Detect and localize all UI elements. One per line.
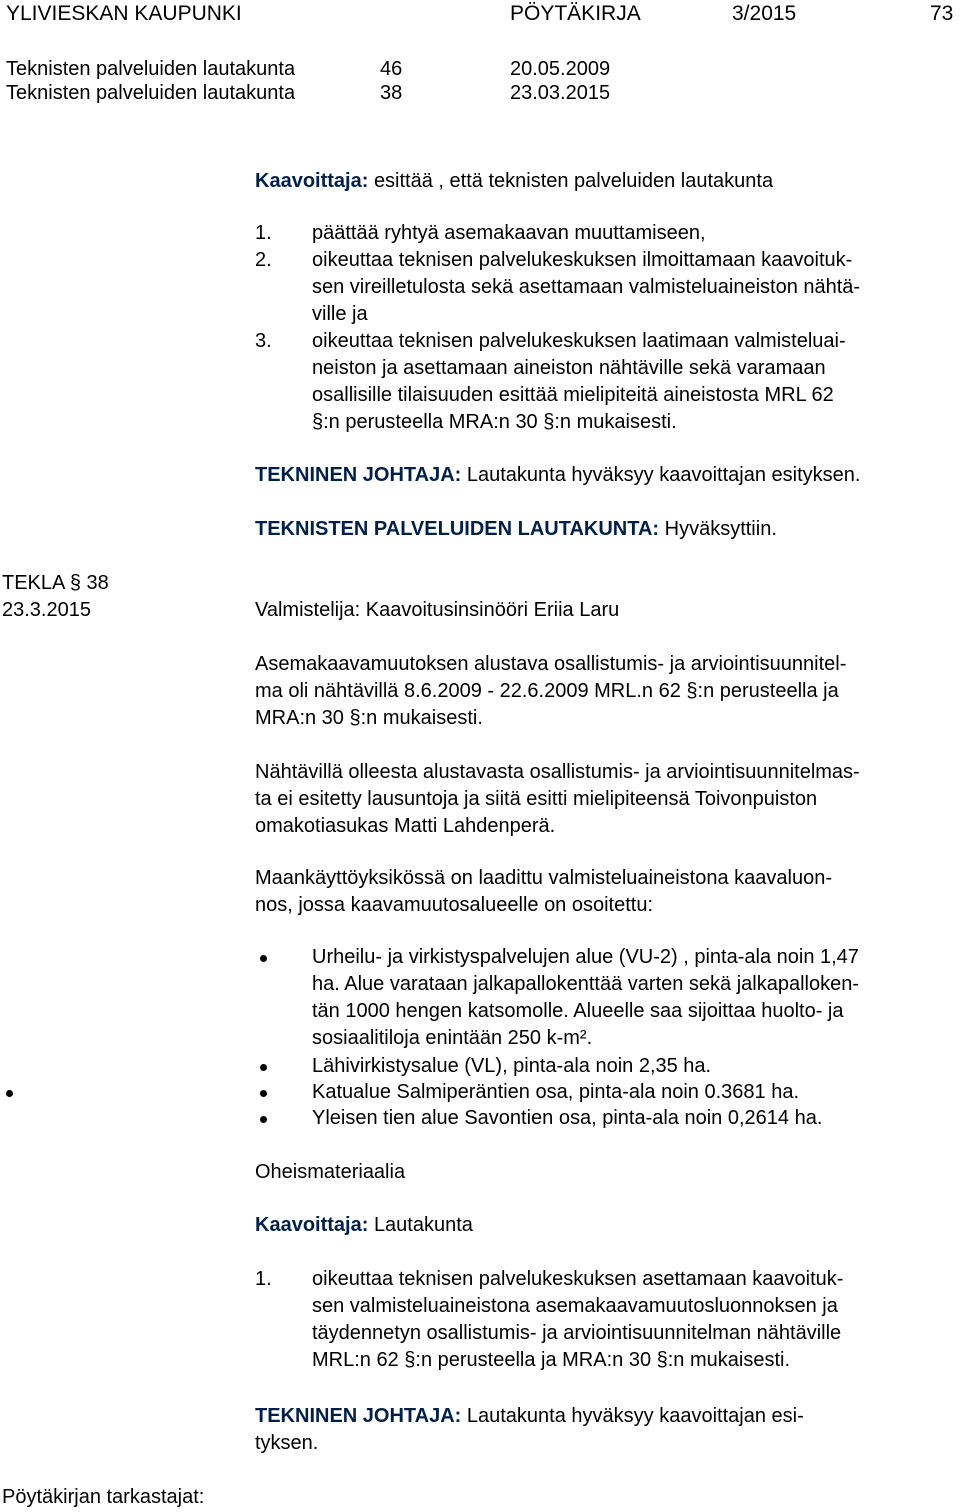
director-statement [255, 1405, 804, 1428]
bullet-icon [260, 955, 267, 962]
paragraph-line: MRA:n 30 §:n mukaisesti. [255, 707, 483, 729]
director-text: Lautakunta hyväksyy kaavoittajan esityksen. [466, 464, 861, 486]
paragraph-line: ta ei esitetty lausuntoja ja siitä esitti mielipiteensä Toivonpuiston [255, 788, 818, 810]
board-label: TEKNISTEN PALVELUIDEN LAUTAKUNTA: [255, 518, 660, 540]
ref-body: Teknisten palveluiden lautakunta [6, 58, 296, 80]
item-number: 1. [255, 222, 272, 244]
page-number: 73 [930, 2, 954, 25]
proposal-label: Kaavoittaja: [255, 1214, 369, 1236]
item-line: osallisille tilaisuuden esittää mielipiteitä aineistosta MRL 62 [312, 384, 834, 406]
item-line: neiston ja asettamaan aineiston nähtäville sekä varamaan [312, 357, 826, 379]
item-line: sen vireilletulosta sekä asettamaan valmisteluaineiston nähtä- [312, 276, 861, 298]
proposal-intro: Lautakunta [373, 1214, 473, 1236]
proposal-heading [255, 1214, 473, 1237]
bullet-line: Katualue Salmiperäntien osa, pinta-ala noin 0.3681 ha. [312, 1081, 800, 1103]
item-number: 1. [255, 1268, 272, 1290]
paragraph-line: ma oli nähtävillä 8.6.2009 - 22.6.2009 MRL.n 62 §:n perusteella ja [255, 680, 839, 702]
item-line: MRL:n 62 §:n perusteella ja MRA:n 30 §:n mukaisesti. [312, 1349, 791, 1371]
proposal-intro: esittää , että teknisten palveluiden lautakunta [373, 170, 774, 192]
paragraph-line: Maankäyttöyksikössä on laadittu valmisteluaineistona kaavaluon- [255, 867, 832, 889]
director-text: Lautakunta hyväksyy kaavoittajan esi- [466, 1405, 804, 1427]
item-line: oikeuttaa teknisen palvelukeskuksen asettamaan kaavoituk- [312, 1268, 844, 1290]
paragraph-line: nos, jossa kaavamuutosalueelle on osoitettu: [255, 894, 654, 916]
board-decision [255, 518, 777, 541]
bullet-line: ha. Alue varataan jalkapallokenttää varten sekä jalkapalloken- [312, 973, 860, 995]
bullet-line: tän 1000 hengen katsomolle. Alueelle saa sijoittaa huolto- ja [312, 1000, 844, 1022]
ref-body: Teknisten palveluiden lautakunta [6, 82, 296, 104]
bullet-line: Yleisen tien alue Savontien osa, pinta-ala noin 0,2614 ha. [312, 1107, 823, 1129]
director-label: TEKNINEN JOHTAJA: [255, 1405, 462, 1427]
item-line: §:n perusteella MRA:n 30 §:n mukaisesti. [312, 411, 677, 433]
ref-date: 20.05.2009 [510, 58, 611, 80]
ref-date: 23.03.2015 [510, 82, 611, 104]
director-text-continued: tyksen. [255, 1432, 319, 1454]
margin-section: TEKLA § 38 [2, 572, 109, 594]
director-label: TEKNINEN JOHTAJA: [255, 464, 462, 486]
footer-checkers: Pöytäkirjan tarkastajat: [2, 1486, 205, 1508]
item-line: oikeuttaa teknisen palvelukeskuksen ilmoittamaan kaavoituk- [312, 249, 853, 271]
bullet-line: Lähivirkistysalue (VL), pinta-ala noin 2,35 ha. [312, 1055, 712, 1077]
margin-date: 23.3.2015 [2, 599, 91, 621]
item-line: sen valmisteluaineistona asemakaavamuutosluonnoksen ja [312, 1295, 838, 1317]
item-number: 2. [255, 249, 272, 271]
bullet-icon [6, 1090, 13, 1097]
director-statement [255, 464, 860, 487]
org-name: YLIVIESKAN KAUPUNKI [6, 2, 242, 25]
bullet-line: Urheilu- ja virkistyspalvelujen alue (VU-2) , pinta-ala noin 1,47 [312, 946, 859, 968]
doc-number: 3/2015 [732, 2, 797, 25]
preparer: Valmistelija: Kaavoitusinsinööri Eriia Laru [255, 599, 620, 621]
ref-section: 38 [380, 82, 403, 104]
item-number: 3. [255, 330, 272, 352]
proposal-label: Kaavoittaja: [255, 170, 369, 192]
ref-section: 46 [380, 58, 403, 80]
attachments-label: Oheismateriaalia [255, 1161, 406, 1183]
bullet-line: sosiaalitiloja enintään 250 k-m². [312, 1027, 593, 1049]
item-line: ville ja [312, 303, 368, 325]
bullet-icon [260, 1116, 267, 1123]
doc-type: PÖYTÄKIRJA [510, 2, 641, 25]
paragraph-line: Asemakaavamuutoksen alustava osallistumis- ja arviointisuunnitel- [255, 653, 847, 675]
item-line: oikeuttaa teknisen palvelukeskuksen laatimaan valmisteluai- [312, 330, 846, 352]
paragraph-line: omakotiasukas Matti Lahdenperä. [255, 815, 556, 837]
proposal-heading [255, 170, 773, 193]
board-text: Hyväksyttiin. [664, 518, 777, 540]
paragraph-line: Nähtävillä olleesta alustavasta osallistumis- ja arviointisuunnitelmas- [255, 761, 860, 783]
bullet-icon [260, 1064, 267, 1071]
item-line: täydennetyn osallistumis- ja arviointisuunnitelman nähtäville [312, 1322, 842, 1344]
bullet-icon [260, 1090, 267, 1097]
item-line: päättää ryhtyä asemakaavan muuttamiseen, [312, 222, 706, 244]
